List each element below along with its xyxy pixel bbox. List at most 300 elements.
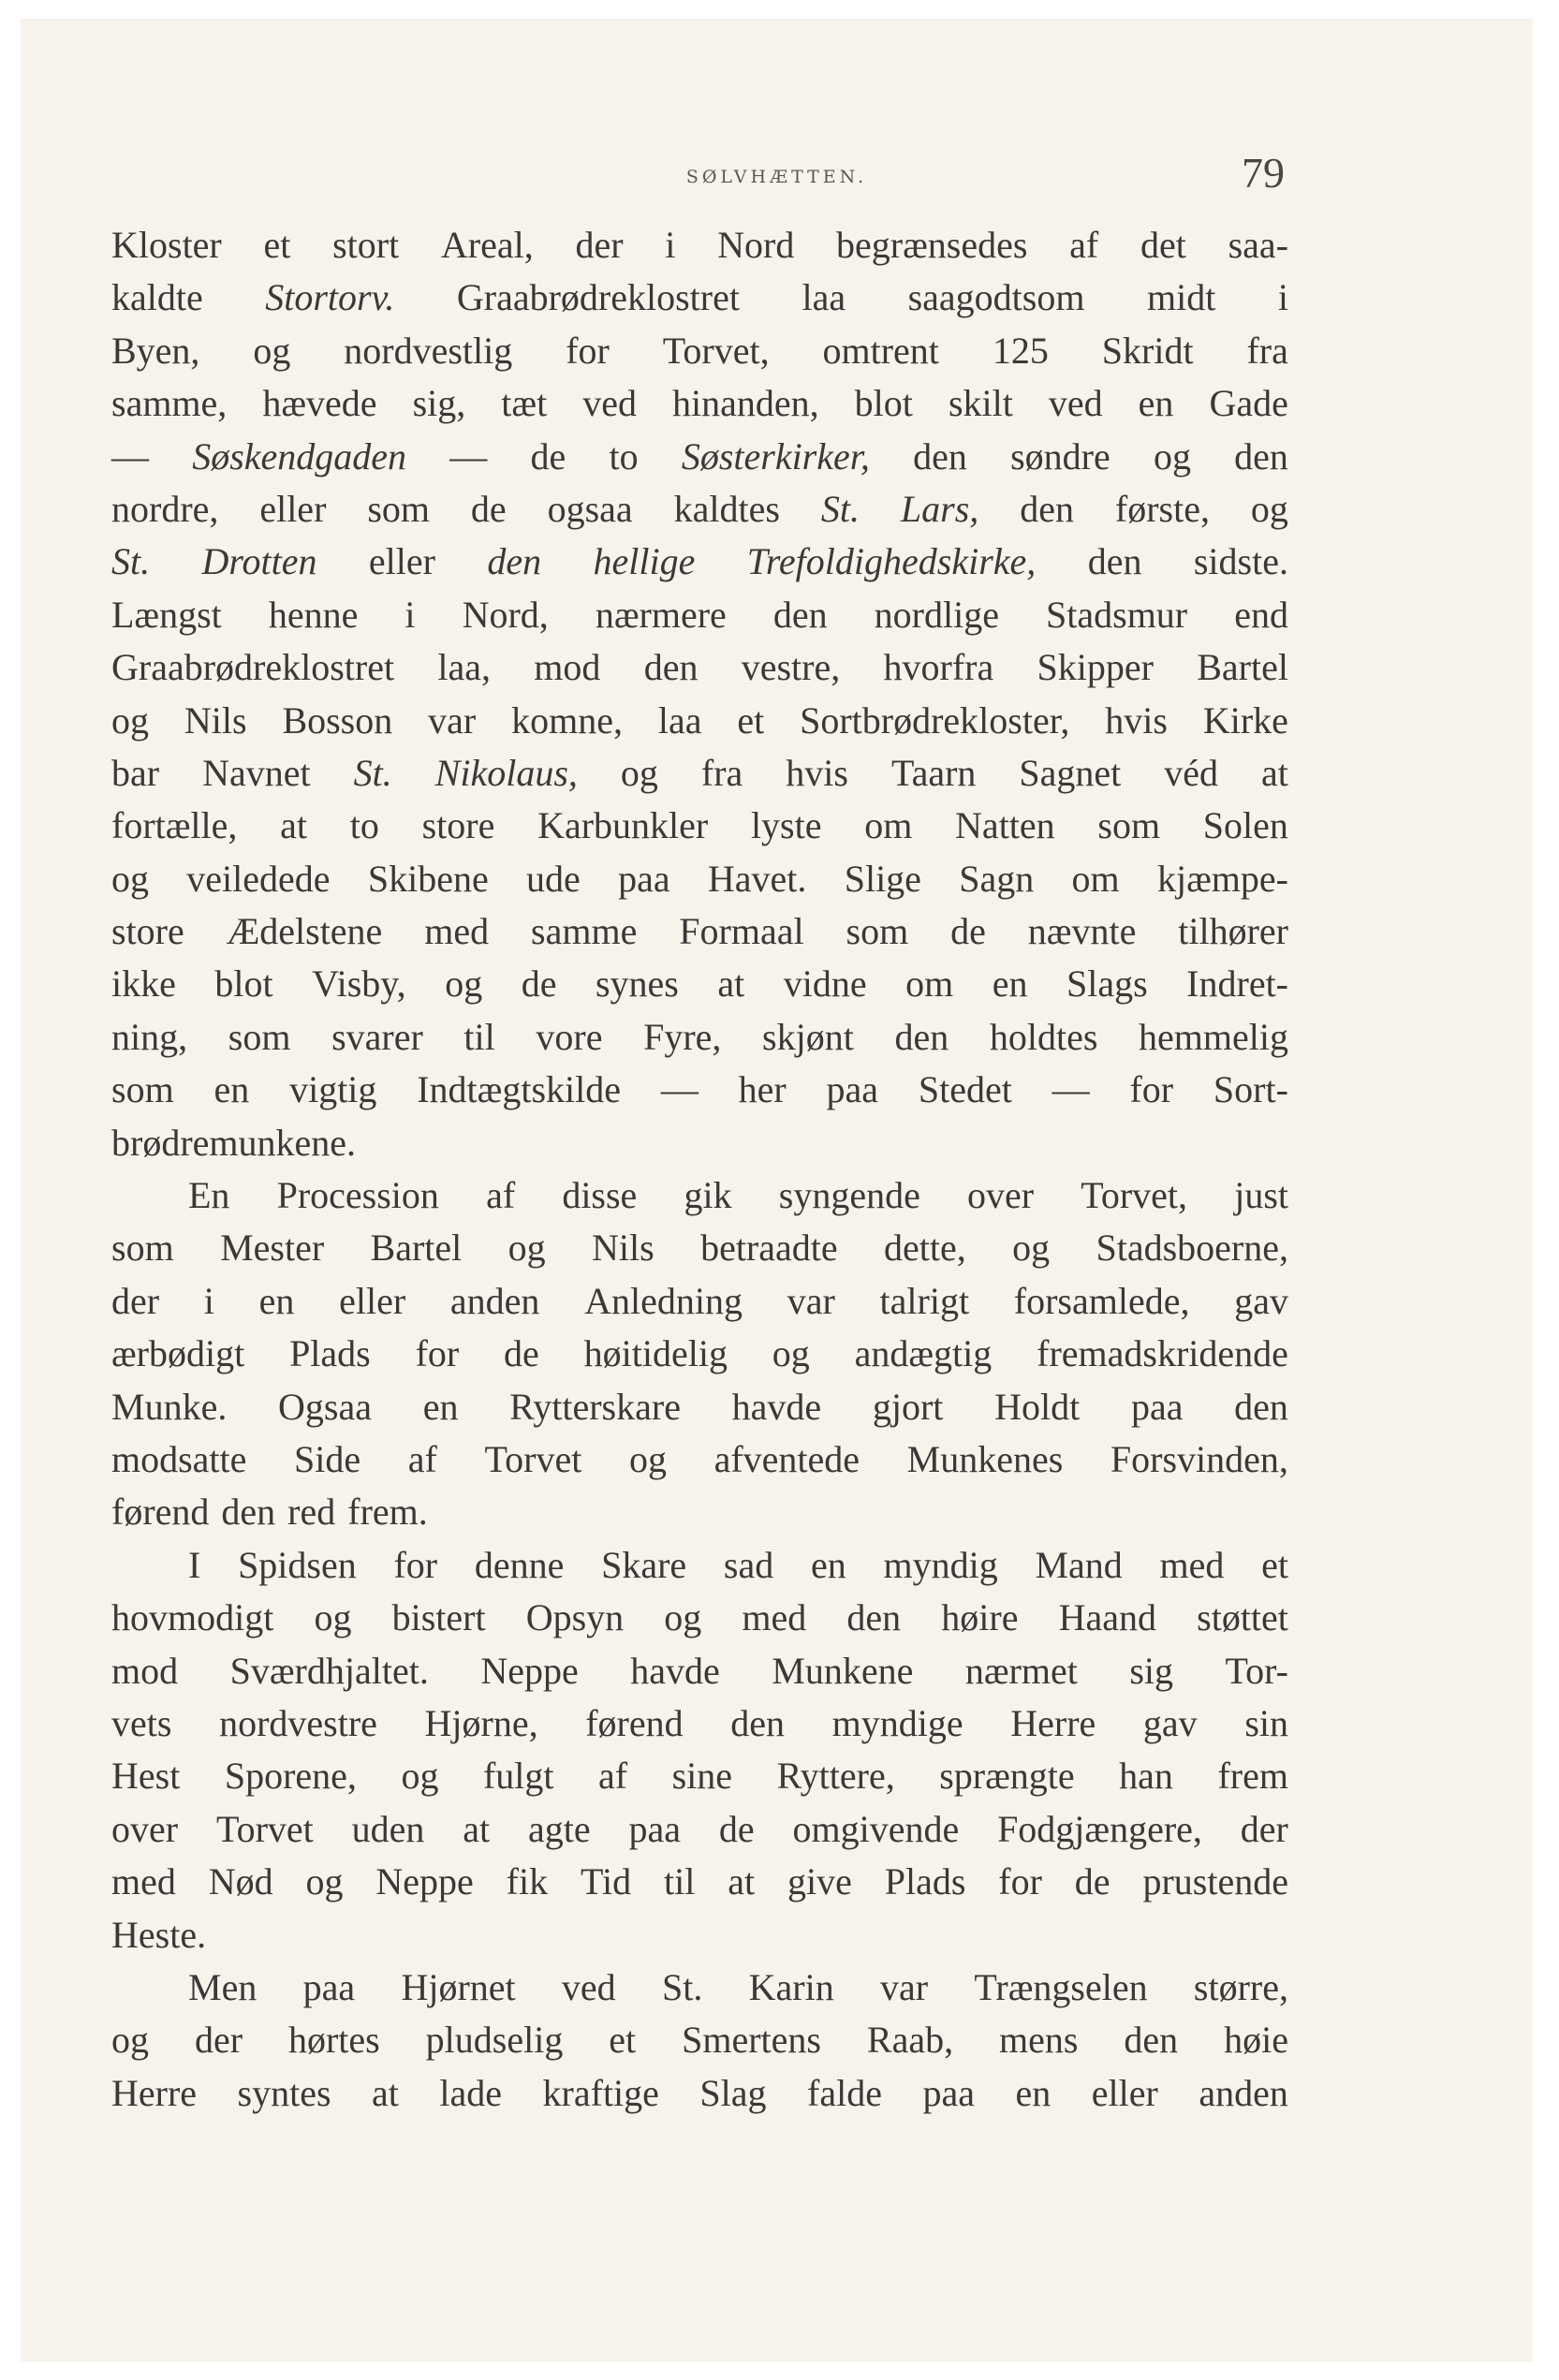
word: mens	[999, 2019, 1079, 2062]
word: et	[737, 698, 765, 742]
word: paa	[826, 1068, 879, 1111]
word: som	[846, 910, 909, 953]
word: fik	[506, 1860, 549, 1903]
word: førend	[585, 1701, 684, 1744]
word: en	[258, 1279, 295, 1322]
word: Skare	[601, 1543, 687, 1586]
text-line	[111, 1437, 1288, 1490]
word: Mand	[1035, 1543, 1123, 1586]
word: Karin	[748, 1965, 834, 2008]
word: til	[664, 1860, 696, 1903]
word: paa	[1130, 1385, 1184, 1428]
word: hørtes	[287, 2019, 380, 2062]
word: Herre	[111, 2071, 198, 2114]
word: laa,	[437, 646, 491, 689]
word: give	[787, 1860, 852, 1903]
word: og	[772, 1332, 810, 1375]
word: anden	[449, 1279, 540, 1322]
word: et	[609, 2019, 637, 2062]
word: fulgt	[482, 1755, 554, 1798]
word: af	[486, 1174, 516, 1217]
word: og	[253, 329, 291, 372]
text-line	[111, 1595, 1288, 1648]
word: Sagn	[959, 857, 1035, 900]
italic-word: den	[487, 540, 542, 583]
word: over	[966, 1174, 1035, 1217]
word: en	[1015, 2071, 1052, 2114]
word: i	[404, 593, 416, 636]
text-line	[111, 1385, 1288, 1437]
word: prustende	[1142, 1860, 1288, 1903]
word: hvis	[786, 751, 848, 794]
word: En	[188, 1174, 230, 1217]
word: Anledning	[584, 1279, 743, 1322]
text-line	[111, 329, 1288, 381]
word: en	[992, 962, 1028, 1006]
word: gav	[1234, 1279, 1288, 1322]
word: som	[367, 487, 430, 530]
word: Bosson	[282, 698, 393, 742]
word: Ogsaa	[278, 1385, 372, 1428]
word: anden	[1199, 2071, 1288, 2114]
word: Slige	[844, 857, 921, 900]
word: ogsaa	[547, 487, 633, 530]
word: Taarn	[890, 751, 977, 794]
word: —	[1052, 1068, 1090, 1111]
word: denne	[474, 1543, 565, 1586]
word: syngende	[778, 1174, 920, 1217]
word: Skipper	[1037, 646, 1154, 689]
word: to	[609, 434, 639, 477]
word: og	[111, 857, 149, 900]
book-page	[21, 19, 1533, 2362]
word: for	[415, 1332, 460, 1375]
text-line	[111, 1965, 1288, 2018]
word: Holdt	[994, 1385, 1081, 1428]
word: Slag	[699, 2071, 767, 2114]
word: Fodgjængere,	[997, 1807, 1202, 1850]
word: Navnet	[202, 751, 311, 794]
word: skilt	[948, 382, 1013, 425]
word: Sagnet	[1019, 751, 1122, 794]
word: dette,	[884, 1227, 966, 1270]
body-text	[111, 223, 1288, 2123]
text-line	[111, 487, 1288, 539]
word: Længst	[111, 593, 222, 636]
word: i	[665, 224, 676, 266]
text-line	[111, 751, 1288, 803]
text-line	[111, 223, 1288, 275]
italic-word: St.	[820, 487, 860, 530]
word: skjønt	[762, 1015, 854, 1058]
word: eller	[259, 487, 327, 530]
word: nærmet	[964, 1649, 1078, 1692]
word: svarer	[331, 1015, 423, 1058]
word: Visby,	[312, 962, 406, 1006]
text-line	[111, 803, 1288, 856]
word: og	[664, 1596, 702, 1639]
word: høie	[1224, 2019, 1288, 2062]
word: —	[449, 434, 488, 477]
word: Nord	[717, 224, 795, 266]
word: myndig	[883, 1543, 998, 1586]
word: den	[1124, 2019, 1179, 2062]
word: St.	[661, 1965, 703, 2008]
page-number: 79	[1242, 149, 1285, 197]
word: en	[1138, 382, 1174, 425]
word: vore	[536, 1015, 603, 1058]
word: omtrent	[822, 329, 939, 372]
word: den	[894, 1015, 949, 1058]
word: sig,	[412, 382, 466, 425]
word: modsatte	[111, 1437, 247, 1480]
word: samme	[531, 910, 638, 953]
word: sin	[1244, 1701, 1288, 1744]
word: for	[393, 1543, 438, 1586]
word: andægtig	[854, 1332, 993, 1375]
word: paa	[302, 1965, 356, 2008]
italic-word: Stortorv.	[265, 276, 395, 319]
text-line	[111, 1913, 1288, 1965]
word: de	[521, 962, 557, 1006]
word: gjort	[872, 1385, 944, 1428]
word: lade	[439, 2071, 503, 2114]
word: de	[950, 910, 986, 953]
word: hinanden,	[672, 382, 819, 425]
word: et	[263, 224, 291, 266]
word: de	[504, 1332, 539, 1375]
word: Tid	[580, 1860, 632, 1903]
word: Ryttere,	[776, 1755, 895, 1798]
word: Indret-	[1186, 962, 1288, 1006]
word: begrænsedes	[836, 224, 1028, 266]
word: sidste.	[1193, 540, 1288, 583]
word: nævnte	[1027, 910, 1137, 953]
word: laa	[802, 276, 846, 319]
word: I	[188, 1543, 201, 1586]
text-line	[111, 962, 1288, 1014]
word: af	[598, 1755, 628, 1798]
text-line	[111, 2018, 1288, 2070]
word: Forsvinden,	[1110, 1437, 1288, 1480]
word: just	[1234, 1174, 1288, 1217]
word: som	[111, 1227, 174, 1270]
word: støttet	[1197, 1596, 1288, 1639]
word: forsamlede,	[1013, 1279, 1190, 1322]
word: —	[660, 1068, 699, 1111]
text-line	[111, 1015, 1288, 1067]
word: Opsyn	[525, 1596, 625, 1639]
text-line	[111, 434, 1288, 487]
text-line	[111, 539, 1288, 592]
word: betraadte	[700, 1227, 838, 1270]
word: saagodtsom	[907, 276, 1085, 319]
word: Side	[294, 1437, 361, 1480]
word: Tor-	[1225, 1649, 1288, 1692]
word: tæt	[501, 382, 548, 425]
word: Nød	[208, 1860, 273, 1903]
text-line	[111, 909, 1288, 962]
word: véd	[1164, 751, 1219, 794]
word: tilhører	[1178, 910, 1288, 953]
word: Sværdhjaltet.	[229, 1649, 429, 1692]
italic-word: St.	[353, 751, 392, 794]
word: med	[742, 1596, 807, 1639]
word: Plads	[884, 1860, 966, 1903]
word: i	[1277, 276, 1288, 319]
word: at	[1261, 751, 1288, 794]
word: for	[1129, 1068, 1174, 1111]
word: om	[1071, 857, 1120, 900]
word: større,	[1193, 1965, 1288, 2008]
word: mod	[534, 646, 601, 689]
word: Formaal	[679, 910, 804, 953]
word: syntes	[237, 2071, 331, 2114]
word: med	[111, 1860, 176, 1903]
word: kaldtes	[673, 487, 780, 530]
word: laa	[657, 698, 702, 742]
word: Rytterskare	[509, 1385, 681, 1428]
text-line	[111, 1279, 1288, 1331]
word: hovmodigt	[111, 1596, 274, 1639]
word: der	[575, 224, 624, 266]
word: den	[1234, 1385, 1288, 1428]
word: Sort-	[1213, 1068, 1288, 1111]
word: Areal,	[440, 224, 534, 266]
word: der	[1240, 1807, 1288, 1850]
word: første,	[1114, 487, 1210, 530]
word: Smertens	[682, 2019, 821, 2062]
word: høitidelig	[583, 1332, 728, 1375]
text-line	[111, 857, 1288, 909]
word: det	[1140, 224, 1186, 266]
word: vestre,	[741, 646, 841, 689]
word: over	[111, 1807, 179, 1850]
word: og	[445, 962, 483, 1006]
word: sine	[671, 1755, 733, 1798]
word: Stadsmur	[1046, 593, 1188, 636]
word: myndige	[831, 1701, 963, 1744]
word: og	[111, 2019, 149, 2062]
word: paa	[922, 2071, 976, 2114]
word: en	[213, 1068, 250, 1111]
word: Indtægtskilde	[417, 1068, 622, 1111]
word: vidne	[783, 962, 867, 1006]
word: kraftige	[542, 2071, 659, 2114]
word: med	[424, 910, 490, 953]
italic-word: Drotten	[201, 540, 317, 583]
word: fremadskridende	[1037, 1332, 1288, 1375]
word: med	[1159, 1543, 1225, 1586]
word: Stedet	[918, 1068, 1012, 1111]
text-line	[111, 1543, 1288, 1595]
italic-word: Nikolaus,	[434, 751, 578, 794]
word: end	[1234, 593, 1288, 636]
word: Nils	[184, 698, 247, 742]
word: ning,	[111, 1015, 188, 1058]
word: 125	[992, 329, 1049, 372]
word: hvorfra	[883, 646, 994, 689]
word: at	[280, 804, 308, 847]
text-line	[111, 1331, 1288, 1384]
word: Ædelstene	[226, 910, 383, 953]
word: eller	[368, 540, 435, 583]
word: i	[203, 1279, 214, 1322]
word: ikke	[111, 962, 176, 1006]
italic-word: Søskendgaden	[192, 434, 407, 477]
word: et	[1261, 1543, 1288, 1586]
text-line	[111, 1067, 1288, 1120]
word: var	[787, 1279, 835, 1322]
word: og	[305, 1860, 344, 1903]
word: fra	[1246, 329, 1288, 372]
italic-word: Trefoldighedskirke,	[746, 540, 1037, 583]
word: ude	[526, 857, 581, 900]
word: frem.	[347, 1491, 428, 1534]
word: midt	[1146, 276, 1216, 319]
word: at	[728, 1860, 756, 1903]
word: hemmelig	[1139, 1015, 1288, 1058]
text-line	[111, 1121, 1288, 1173]
word: nærmere	[595, 593, 727, 636]
word: stort	[332, 224, 400, 266]
word: han	[1119, 1755, 1173, 1798]
word: de	[470, 487, 507, 530]
word: og	[314, 1596, 352, 1639]
word: og	[620, 751, 658, 794]
word: Solen	[1202, 804, 1288, 847]
word: Men	[188, 1965, 257, 2008]
word: Torvet,	[662, 329, 770, 372]
word: Nord,	[462, 593, 549, 636]
word: blot	[214, 962, 273, 1006]
word: af	[1069, 224, 1099, 266]
word: omgivende	[792, 1807, 960, 1850]
word: nordvestre	[219, 1701, 377, 1744]
text-line	[111, 645, 1288, 698]
word: de	[530, 434, 566, 477]
word: og	[507, 1227, 546, 1270]
word: for	[566, 329, 610, 372]
word: synes	[595, 962, 679, 1006]
word: at	[372, 2071, 399, 2114]
word: frem	[1217, 1755, 1288, 1798]
text-line	[111, 1649, 1288, 1701]
word: nordre,	[111, 487, 219, 530]
word: —	[111, 434, 149, 477]
word: den	[643, 646, 699, 689]
word: pludselig	[425, 2019, 564, 2062]
word: en	[810, 1543, 846, 1586]
word: to	[349, 804, 379, 847]
word: Stadsboerne,	[1096, 1227, 1288, 1270]
word: der	[194, 2019, 243, 2062]
word: som	[1097, 804, 1161, 847]
word: for	[998, 1860, 1042, 1903]
word: at	[717, 962, 745, 1006]
word: Sporene,	[224, 1755, 357, 1798]
word: sprængte	[939, 1755, 1075, 1798]
word: Natten	[955, 804, 1055, 847]
text-line	[111, 1226, 1288, 1278]
word: den	[913, 434, 967, 477]
word: den	[221, 1491, 276, 1534]
word: lyste	[750, 804, 822, 847]
word: Hest	[111, 1755, 181, 1798]
word: gav	[1142, 1701, 1198, 1744]
word: at	[463, 1807, 491, 1850]
word: sad	[723, 1543, 774, 1586]
word: mod	[111, 1649, 179, 1692]
word: veiledede	[186, 857, 331, 900]
word: den	[1087, 540, 1142, 583]
text-line	[111, 1490, 1288, 1542]
word: og	[1153, 434, 1191, 477]
word: som	[111, 1068, 174, 1111]
word: store	[111, 910, 184, 953]
word: om	[864, 804, 913, 847]
word: Munkene	[772, 1649, 914, 1692]
word: hævede	[262, 382, 377, 425]
italic-word: Søsterkirker,	[681, 434, 870, 477]
text-line	[111, 1807, 1288, 1859]
word: ved	[561, 1965, 616, 2008]
word: høire	[941, 1596, 1019, 1639]
word: og	[1250, 487, 1288, 530]
italic-word: hellige	[593, 540, 696, 583]
word: eller	[339, 1279, 406, 1322]
word: Herre	[1010, 1701, 1096, 1744]
word: og	[628, 1437, 667, 1480]
word: bistert	[391, 1596, 486, 1639]
word: paa	[618, 857, 670, 900]
word: den	[846, 1596, 902, 1639]
word: var	[880, 1965, 929, 2008]
word: red	[287, 1491, 336, 1534]
word: Fyre,	[643, 1015, 722, 1058]
word: nordvestlig	[344, 329, 513, 372]
word: Torvet	[215, 1807, 314, 1850]
word: Havet.	[707, 857, 807, 900]
word: Kirke	[1202, 698, 1288, 742]
word: ved	[1048, 382, 1103, 425]
word: Kloster	[111, 224, 222, 266]
word: Skridt	[1101, 329, 1194, 372]
word: til	[463, 1015, 495, 1058]
word: Trængselen	[974, 1965, 1148, 2008]
word: den	[1020, 487, 1074, 530]
text-line	[111, 698, 1288, 751]
word: Slags	[1066, 962, 1148, 1006]
text-line	[111, 275, 1288, 328]
text-line	[111, 1859, 1288, 1912]
word: nordlige	[874, 593, 999, 636]
text-line	[111, 593, 1288, 645]
word: førend	[111, 1491, 210, 1534]
word: den	[1234, 434, 1288, 477]
word: Spidsen	[238, 1543, 357, 1586]
word: af	[407, 1437, 437, 1480]
text-line	[111, 1173, 1288, 1226]
text-line	[111, 381, 1288, 433]
word: bar	[111, 751, 160, 794]
word: falde	[807, 2071, 882, 2114]
word: komne,	[511, 698, 623, 742]
word: Torvet	[484, 1437, 582, 1480]
word: Bartel	[1197, 646, 1288, 689]
word: samme,	[111, 382, 228, 425]
word: Procession	[276, 1174, 439, 1217]
